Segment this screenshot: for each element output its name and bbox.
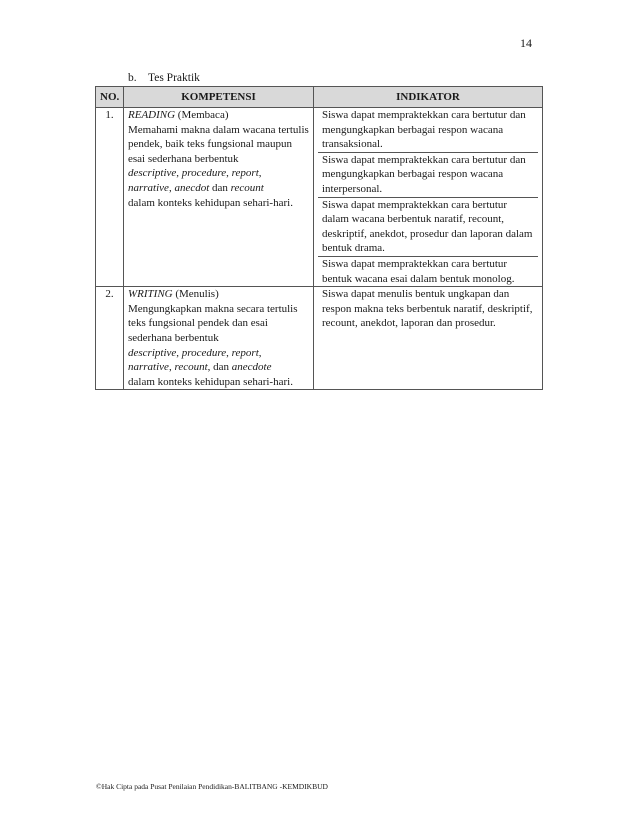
genre-conjunction: dan xyxy=(209,181,231,194)
indicator-item: Siswa dapat mempraktekkan cara bertutur dalam wacana berbentuk naratif, recount, deskriptif, anekdot, prosedur dan laporan dalam bentuk drama. xyxy=(318,198,538,257)
row-number: 1. xyxy=(96,108,124,287)
indicator-cell xyxy=(314,108,543,287)
genre: report xyxy=(231,346,259,359)
header-indikator: INDIKATOR xyxy=(314,87,543,108)
indicator-item: Siswa dapat mempraktekkan cara bertutur bentuk wacana esai dalam bentuk monolog. xyxy=(322,257,515,285)
header-kompetensi: KOMPETENSI xyxy=(124,87,314,108)
section-letter: b. xyxy=(128,72,137,84)
genre: recount xyxy=(230,181,264,194)
genre: procedure xyxy=(181,346,227,359)
genre: anecdot xyxy=(174,181,210,194)
genre: descriptive xyxy=(128,167,177,180)
competency-description: Memahami makna dalam wacana tertulis pendek, baik teks fungsional maupun esai sederhana berbentuk xyxy=(128,123,309,165)
skill-local-name: (Membaca) xyxy=(175,109,229,121)
competency-context: dalam konteks kehidupan sehari-hari. xyxy=(128,375,293,388)
row-number: 2. xyxy=(96,287,124,390)
competency-context: dalam konteks kehidupan sehari-hari. xyxy=(128,196,293,209)
table-row xyxy=(96,287,543,390)
genre: report xyxy=(231,167,259,180)
skill-name: READING xyxy=(128,109,176,121)
page-number: 14 xyxy=(520,36,532,50)
competency-cell: WRITING (Menulis) Mengungkapkan makna secara tertulis teks fungsional pendek dan esai sederhana berbentuk descriptive, procedure, report, narrative, recount, dan anecdote dalam konteks kehidupan sehari-hari. xyxy=(124,287,314,390)
competency-description: Mengungkapkan makna secara tertulis teks fungsional pendek dan esai sederhana berbentuk xyxy=(128,302,298,344)
skill-local-name: (Menulis) xyxy=(172,288,219,301)
genre-conjunction: , dan xyxy=(207,361,232,374)
section-heading xyxy=(128,72,200,84)
table-row xyxy=(96,108,543,287)
genre: anecdote xyxy=(231,361,272,374)
skill-name: WRITING xyxy=(128,288,173,301)
genre: descriptive xyxy=(128,346,177,359)
assessment-table xyxy=(95,86,543,390)
section-title: Tes Praktik xyxy=(148,72,200,84)
competency-cell: READING (Membaca) Memahami makna dalam wacana tertulis pendek, baik teks fungsional maupun esai sederhana berbentuk descriptive, procedure, report, narrative, anecdot dan recount dalam konteks kehidupan sehari-hari. xyxy=(124,108,314,287)
indicator-item: Siswa dapat menulis bentuk ungkapan dan respon makna teks berbentuk naratif, deskriptif, recount, anekdot, laporan dan prosedur. xyxy=(322,288,533,330)
genre: narrative xyxy=(128,181,169,194)
header-no: NO. xyxy=(96,87,124,108)
copyright-footer: ©Hak Cipta pada Pusat Penilaian Pendidikan-BALITBANG -KEMDIKBUD xyxy=(96,782,328,791)
indicator-item: Siswa dapat mempraktekkan cara bertutur dan mengungkapkan berbagai respon wacana interpersonal. xyxy=(318,153,538,198)
table-header-row xyxy=(96,87,543,108)
indicator-cell xyxy=(314,287,543,390)
genre: narrative xyxy=(128,361,169,374)
genre: recount xyxy=(174,361,208,374)
genre: procedure xyxy=(181,167,227,180)
indicator-item: Siswa dapat mempraktekkan cara bertutur dan mengungkapkan berbagai respon wacana transaksional. xyxy=(318,108,538,153)
